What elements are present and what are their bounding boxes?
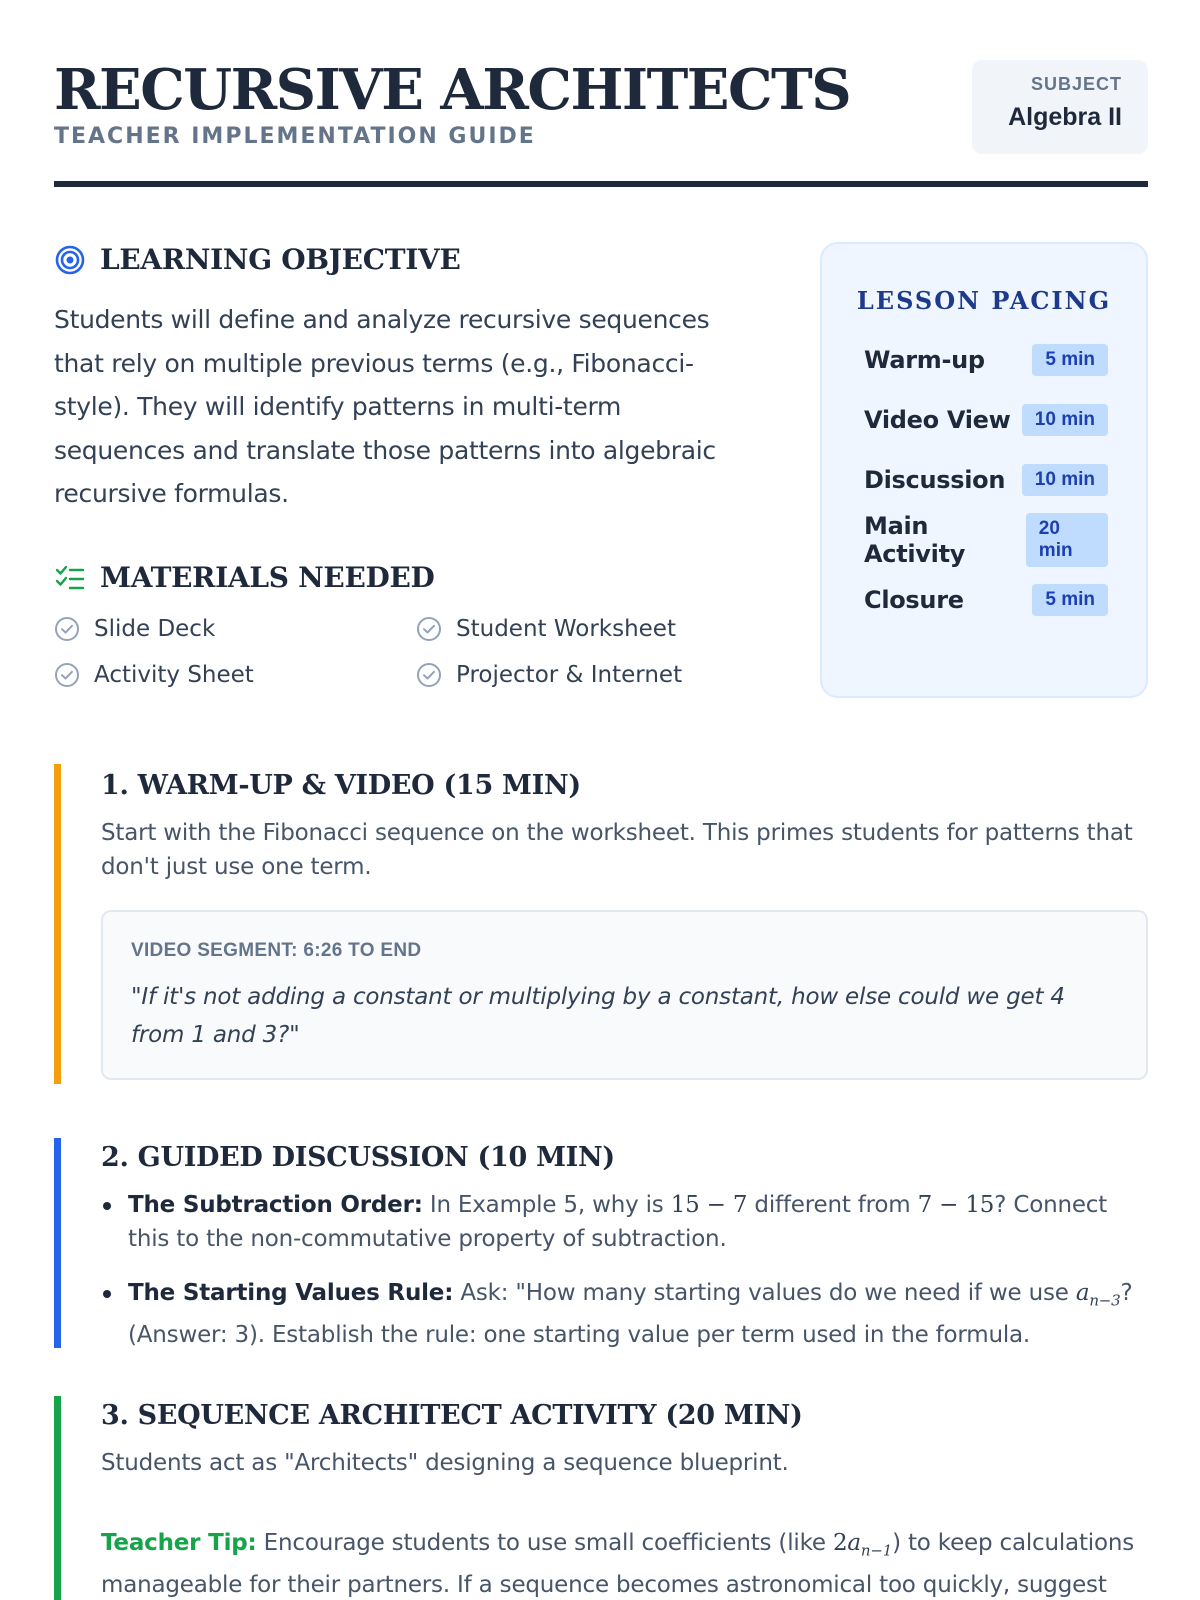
bullet-text: Ask: "How many starting values do we need if we use [460, 1280, 1069, 1306]
bullet-text: ? Connect this to the non-commutative property of subtraction. [128, 1192, 1108, 1252]
step-guided-discussion [54, 1138, 1148, 1348]
step-accent-bar [54, 1396, 61, 1600]
bullet-text: In Example 5, why is [429, 1192, 664, 1218]
pacing-activity: Warm-up [864, 346, 985, 374]
pacing-activity: Closure [864, 586, 964, 614]
page-header [54, 58, 1148, 149]
step-title: 3. SEQUENCE ARCHITECT ACTIVITY (20 MIN) [101, 1400, 803, 1431]
check-circle-icon [416, 662, 442, 688]
teacher-tip-label: Teacher Tip: [101, 1530, 257, 1556]
tip-text: Encourage students to use small coefficients (like [263, 1530, 826, 1556]
bullet-text: different from [754, 1192, 911, 1218]
materials-heading [54, 561, 435, 594]
material-label: Slide Deck [94, 616, 216, 642]
page-subtitle: TEACHER IMPLEMENTATION GUIDE [54, 124, 536, 149]
material-item [416, 662, 682, 688]
material-item [54, 616, 215, 642]
video-quote: "If it's not adding a constant or multiplying by a constant, how else could we get 4 from 1 and 3?" [131, 984, 1065, 1048]
step-accent-bar [54, 1138, 61, 1348]
check-circle-icon [54, 616, 80, 642]
check-circle-icon [54, 662, 80, 688]
objective-heading-label: LEARNING OBJECTIVE [100, 243, 461, 276]
bullet-text: ? (Answer: 3). Establish the rule: one starting value per term used in the formula. [128, 1280, 1133, 1348]
step-warmup-video [54, 764, 1148, 1084]
pacing-activity: Discussion [864, 466, 1006, 494]
math-base: a [1075, 1280, 1090, 1306]
video-segment-box [101, 910, 1148, 1080]
bullet-lead: The Subtraction Order: [128, 1192, 423, 1218]
step-text: Students act as "Architects" designing a sequence blueprint. [101, 1450, 789, 1476]
pacing-row [864, 343, 1108, 377]
math-expression: 15 − 7 [670, 1192, 748, 1218]
math-expression [1075, 1280, 1121, 1310]
video-segment-label: VIDEO SEGMENT: 6:26 TO END [131, 940, 422, 961]
pacing-time-badge: 20 min [1026, 513, 1108, 567]
math-expression: 7 − 15 [917, 1192, 995, 1218]
pacing-row [864, 403, 1108, 437]
math-expression [832, 1530, 893, 1560]
subject-value: Algebra II [1008, 103, 1122, 131]
bullet-dot [103, 1290, 111, 1298]
teacher-tip [101, 1526, 1141, 1600]
pacing-time-badge: 5 min [1032, 584, 1108, 616]
step-title: 2. GUIDED DISCUSSION (10 MIN) [101, 1142, 615, 1173]
target-icon [54, 244, 86, 276]
pacing-time-badge: 10 min [1022, 404, 1108, 436]
material-item [54, 662, 254, 688]
material-label: Projector & Internet [456, 662, 683, 688]
math-base: a [847, 1530, 861, 1556]
tip-text: ) to keep calculations manageable for their partners. If a sequence becomes astronomical too quickly, suggest [101, 1530, 1134, 1598]
math-subscript: n−1 [860, 1541, 893, 1560]
pacing-activity: Video View [864, 406, 1011, 434]
checklist-icon [54, 562, 86, 594]
pacing-time-badge: 5 min [1032, 344, 1108, 376]
step-accent-bar [54, 764, 61, 1084]
step-title: 1. WARM-UP & VIDEO (15 MIN) [101, 770, 581, 801]
bullet-dot [103, 1202, 111, 1210]
pacing-activity: Main Activity [864, 512, 966, 568]
objective-text: Students will define and analyze recursive sequences that rely on multiple previous terms (e.g., Fibonacci-style). They will identify patterns in multi-term sequences and translate those patterns into algebraic recursive formulas. [54, 305, 716, 508]
lesson-pacing-card [820, 242, 1148, 698]
math-coefficient: 2 [832, 1530, 848, 1556]
pacing-title: LESSON PACING [856, 286, 1112, 315]
math-subscript: n−3 [1089, 1291, 1121, 1310]
check-circle-icon [416, 616, 442, 642]
discussion-bullet [101, 1188, 1141, 1256]
objective-heading [54, 243, 461, 276]
pacing-time-badge: 10 min [1022, 464, 1108, 496]
subject-box [972, 60, 1148, 154]
page-title: RECURSIVE ARCHITECTS [54, 57, 851, 123]
bullet-lead: The Starting Values Rule: [128, 1280, 454, 1306]
pacing-row [864, 512, 1108, 568]
pacing-row [864, 583, 1108, 617]
material-label: Activity Sheet [94, 662, 254, 688]
material-item [416, 616, 676, 642]
step-sequence-architect [54, 1396, 1148, 1600]
step-text: Start with the Fibonacci sequence on the worksheet. This primes students for patterns that don't just use one term. [101, 820, 1133, 880]
discussion-bullet [101, 1276, 1141, 1352]
pacing-row [864, 463, 1108, 497]
material-label: Student Worksheet [456, 616, 676, 642]
header-divider [54, 181, 1148, 187]
materials-heading-label: MATERIALS NEEDED [100, 561, 435, 594]
subject-label: SUBJECT [1030, 74, 1122, 94]
